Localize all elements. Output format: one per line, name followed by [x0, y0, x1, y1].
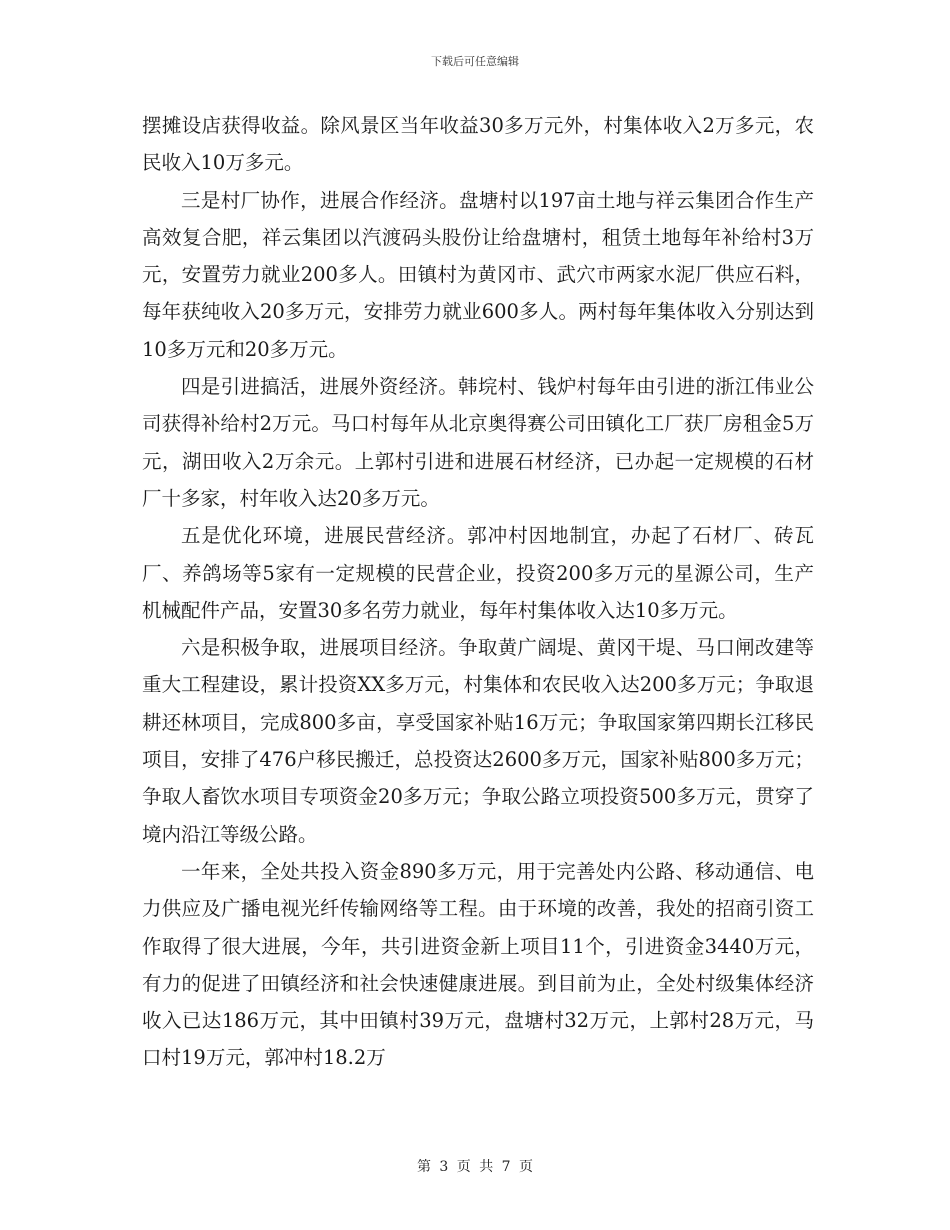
paragraph-cooperative-economy: 三是村厂协作，进展合作经济。盘塘村以197亩土地与祥云集团合作生产高效复合肥，祥云集团以汽渡码头股份让给盘塘村，租赁土地每年补给村3万元，安置劳力就业200多人。田镇村为黄冈市、武穴市两家水泥厂供应石料，每年获纯收入20多万元，安排劳力就业600多人。两村每年集体收入分别达到10多万元和20多万元。 [142, 188, 814, 361]
paragraph-foreign-investment: 四是引进搞活，进展外资经济。韩垸村、钱炉村每年由引进的浙江伟业公司获得补给村2万元。马口村每年从北京奥得赛公司田镇化工厂获厂房租金5万元，湖田收入2万余元。上郭村引进和进展石材经济，已办起一定规模的石材厂十多家，村年收入达20多万元。 [142, 375, 814, 510]
paragraph-annual-review: 一年来，全处共投入资金890多万元，用于完善处内公路、移动通信、电力供应及广播电视光纤传输网络等工程。由于环境的改善，我处的招商引资工作取得了很大进展，今年，共引进资金新上项目11个，引进资金3440万元，有力的促进了田镇经济和社会快速健康进展。到目前为止，全处村级集体经济收入已达186万元，其中田镇村39万元，盘塘村32万元，上郭村28万元，马口村19万元，郭冲村18.2万 [142, 859, 814, 1070]
document-body [142, 107, 814, 1077]
page-number: 第 3 页 共 7 页 [416, 1159, 534, 1175]
paragraph-project-economy: 六是积极争取，进展项目经济。争取黄广阔堤、黄冈干堤、马口闸改建等重大工程建设，累计投资XX多万元，村集体和农民收入达200多万元；争取退耕还林项目，完成800多亩，享受国家补贴16万元；争取国家第四期长江移民项目，安排了476户移民搬迁，总投资达2600多万元，国家补贴800多万元；争取人畜饮水项目专项资金20多万元；争取公路立项投资500多万元，贯穿了境内沿江等级公路。 [142, 636, 814, 846]
paragraph-income-summary: 摆摊设店获得收益。除风景区当年收益30多万元外，村集体收入2万多元，农民收入10万多元。 [142, 114, 814, 175]
paragraph-private-economy: 五是优化环境，进展民营经济。郭冲村因地制宜，办起了石材厂、砖瓦厂、养鸽场等5家有一定规模的民营企业，投资200多万元的星源公司，生产机械配件产品，安置30多名劳力就业，每年村集体收入达10多万元。 [142, 524, 814, 622]
page-header: 下载后可任意编辑 [431, 55, 519, 68]
